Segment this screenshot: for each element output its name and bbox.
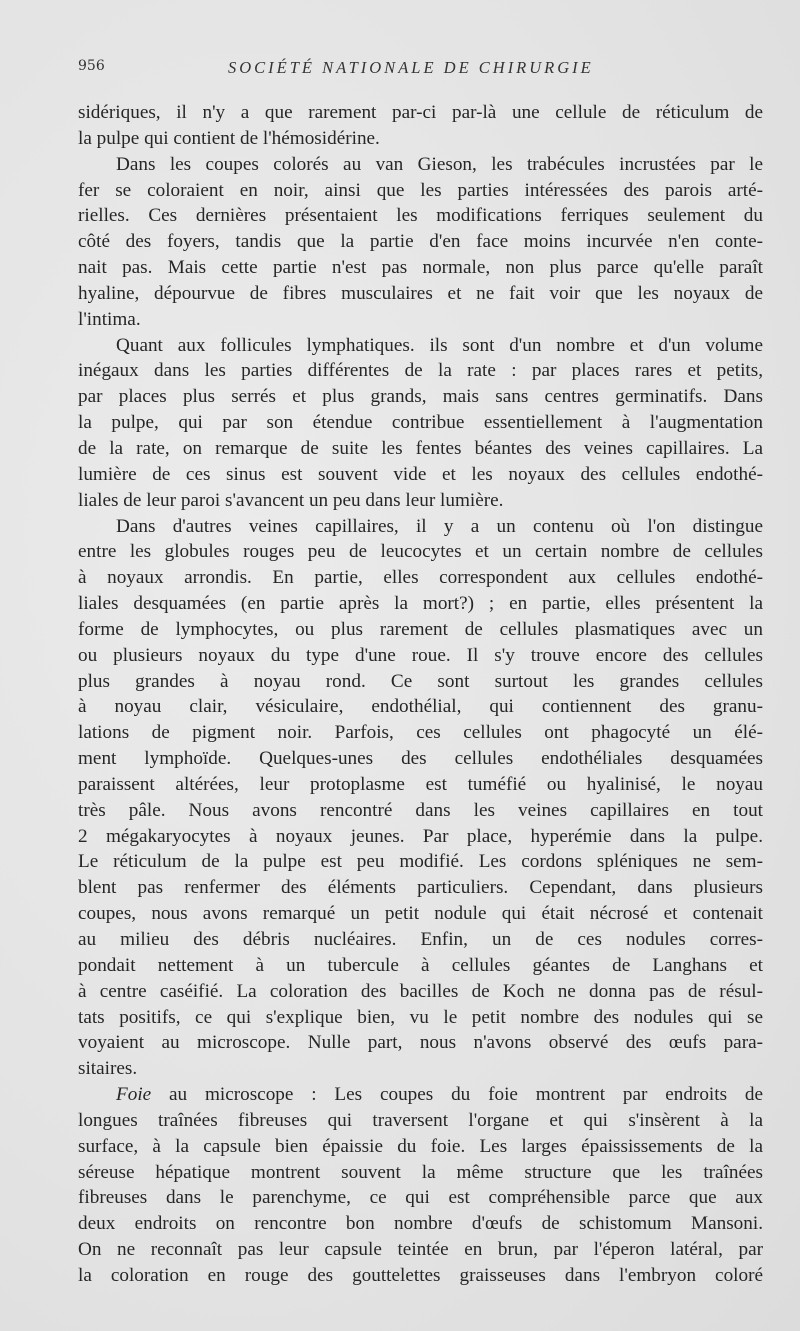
text-line: ment lymphoïde. Quelques-unes des cellules endothéliales desquamées [78,748,763,770]
paragraph-5 [78,1082,763,1289]
text-line: à centre caséifié. La coloration des bacilles de Koch ne donna pas de résul- [78,980,763,1002]
text-line: longues traînées fibreuses qui traversent l'organe et qui s'insèrent à la [78,1109,763,1131]
text-line: entre les globules rouges peu de leucocytes et un certain nombre de cellules [78,541,763,563]
text-line: au milieu des débris nucléaires. Enfin, un de ces nodules corres- [78,929,763,950]
text-line: 2 mégakaryocytes à noyaux jeunes. Par place, hyperémie dans la pulpe. [78,825,763,847]
text-line: coupes, nous avons remarqué un petit nodule qui était nécrosé et contenait [78,903,763,925]
text-line: deux endroits on rencontre bon nombre d'œufs de schistomum Mansoni. [78,1213,763,1235]
text-line: de la rate, on remarque de suite les fentes béantes des veines capillaires. La [78,437,763,459]
text-line: tats positifs, ce qui s'explique bien, vu le petit nombre des nodules qui se [78,1006,763,1028]
text-line: forme de lymphocytes, ou plus rarement de cellules plasmatiques avec un [78,618,763,640]
text-line: sidériques, il n'y a que rarement par-ci par-là une cellule de réticulum de [78,102,763,123]
running-head [78,58,768,84]
text-line: fibreuses dans le parenchyme, ce qui est compréhensible parce que aux [78,1187,763,1209]
text-line: inégaux dans les parties différentes de la rate : par places rares et petits, [78,360,763,382]
text-line: blent pas renfermer des éléments particuliers. Cependant, dans plusieurs [78,877,763,899]
text-line: Quant aux follicules lymphatiques. ils sont d'un nombre et d'un volume [116,334,763,356]
text-line-rest: au microscope : Les coupes du foie montrent par endroits de [169,1084,763,1106]
text-line: l'intima. [78,308,141,330]
text-line [78,1082,763,1108]
text-line: à noyau clair, vésiculaire, endothélial, qui contiennent des granu- [78,696,763,718]
text-line: hyaline, dépourvue de fibres musculaires et ne fait voir que les noyaux de [78,282,763,304]
italic-heading-word: Foie [116,1084,152,1106]
paragraph-2 [78,152,763,333]
running-title: SOCIÉTÉ NATIONALE DE CHIRURGIE [228,58,594,77]
paragraph-4 [78,514,763,1083]
text-line: lations de pigment noir. Parfois, ces cellules ont phagocyté un élé- [78,722,763,744]
text-line: très pâle. Nous avons rencontré dans les veines capillaires en tout [78,799,763,821]
text-line: On ne reconnaît pas leur capsule teintée en brun, par l'éperon latéral, par [78,1239,763,1261]
text-line: sitaires. [78,1058,138,1080]
text-line: voyaient au microscope. Nulle part, nous n'avons observé des œufs para- [78,1032,763,1054]
text-line: paraissent altérées, leur protoplasme est tuméfié ou hyalinisé, le noyau [78,773,763,795]
text-line: Le réticulum de la pulpe est peu modifié. Les cordons spléniques ne sem- [78,851,763,873]
text-line: rielles. Ces dernières présentaient les modifications ferriques seulement du [78,205,763,227]
text-line: Dans les coupes colorés au van Gieson, les trabécules incrustées par le [116,153,763,175]
text-line: plus grandes à noyau rond. Ce sont surtout les grandes cellules [78,670,763,692]
text-line: liales de leur paroi s'avancent un peu dans leur lumière. [78,489,504,511]
text-line: Dans d'autres veines capillaires, il y a un contenu où l'on distingue [116,515,763,537]
page-number: 956 [78,58,105,74]
paragraph-1 [78,100,763,152]
text-line: la coloration en rouge des gouttelettes graisseuses dans l'embryon coloré [78,1264,763,1286]
text-line: liales desquamées (en partie après la mort?) ; en partie, elles présentent la [78,593,763,615]
text-line: fer se coloraient en noir, ainsi que les parties intéressées des parois arté- [78,179,763,201]
body-text [78,100,763,1289]
text-line: à noyaux arrondis. En partie, elles correspondent aux cellules endothé- [78,567,763,589]
paragraph-3 [78,333,763,514]
text-line: côté des foyers, tandis que la partie d'en face moins incurvée n'en conte- [78,231,763,253]
text-line: nait pas. Mais cette partie n'est pas normale, non plus parce qu'elle paraît [78,257,763,279]
text-line: séreuse hépatique montrent souvent la même structure que les traînées [78,1161,763,1183]
text-line: lumière de ces sinus est souvent vide et les noyaux des cellules endothé- [78,463,763,485]
text-line: la pulpe qui contient de l'hémosidérine. [78,127,380,149]
text-line: surface, à la capsule bien épaissie du foie. Les larges épaississements de la [78,1135,763,1157]
text-line: pondait nettement à un tubercule à cellules géantes de Langhans et [78,954,763,976]
text-line: par places plus serrés et plus grands, mais sans centres germinatifs. Dans [78,386,763,408]
text-line: ou plusieurs noyaux du type d'une roue. Il s'y trouve encore des cellules [78,644,763,666]
text-line: la pulpe, qui par son étendue contribue essentiellement à l'augmentation [78,412,763,434]
